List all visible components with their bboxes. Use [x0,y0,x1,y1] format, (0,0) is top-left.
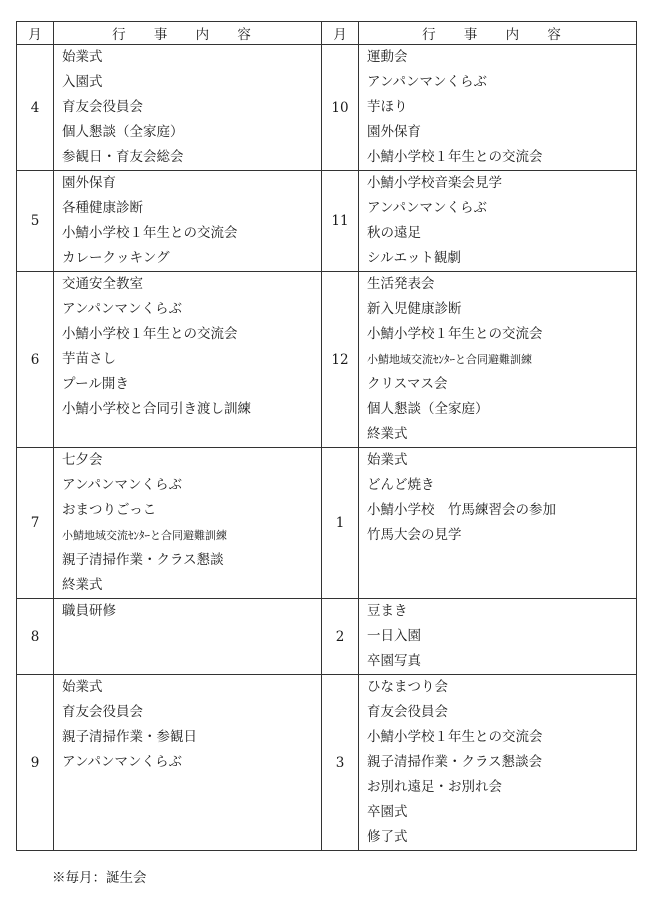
event-item: 入園式 [62,74,103,90]
event-item: 芋苗さし [62,351,116,367]
table-row [17,448,637,599]
event-item: シルエット観劇 [367,250,461,266]
event-item: クリスマス会 [367,376,448,392]
content-header-left: 行 事 内 容 [54,22,322,45]
month-cell: 8 [17,599,54,675]
event-item: どんど焼き [367,477,435,493]
event-item: 始業式 [367,452,408,468]
event-item: 始業式 [62,49,103,65]
event-item: 秋の遠足 [367,225,421,241]
event-item: 交通安全教室 [62,276,143,292]
events-cell [54,448,322,599]
event-item: 小鯖小学校 竹馬練習会の参加 [367,502,556,518]
event-item: アンパンマンくらぶ [367,200,488,216]
event-item: 個人懇談（全家庭） [367,401,489,417]
events-cell [359,599,637,675]
event-item: 育友会役員会 [62,704,143,720]
event-item: 竹馬大会の見学 [367,527,462,543]
event-item: 豆まき [367,603,408,619]
event-item: 小鯖小学校１年生との交流会 [367,729,543,745]
month-cell: 4 [17,45,54,171]
event-item: 小鯖小学校１年生との交流会 [367,149,543,165]
event-item: 親子清掃作業・クラス懇談 [62,552,224,568]
event-item: プール開き [62,376,129,392]
event-item: 小鯖地域交流ｾﾝﾀｰと合同避難訓練 [367,353,532,366]
events-cell [359,272,637,448]
month-header-right: 月 [322,22,359,45]
event-item: 園外保育 [367,124,421,140]
event-item: 小鯖小学校１年生との交流会 [62,326,238,342]
month-cell: 9 [17,675,54,851]
table-row [17,171,637,272]
events-cell [359,675,637,851]
events-cell [359,448,637,599]
event-item: 卒園写真 [367,653,421,669]
month-cell: 10 [322,45,359,171]
event-item: おまつりごっこ [62,502,157,518]
event-item: 育友会役員会 [367,704,448,720]
event-item: お別れ遠足・お別れ会 [367,779,502,795]
event-item: 親子清掃作業・参観日 [62,729,197,745]
event-item: アンパンマンくらぶ [62,477,183,493]
event-item: 終業式 [62,577,103,593]
annual-events-table [16,21,637,851]
event-item: 終業式 [367,426,408,442]
event-item: アンパンマンくらぶ [62,301,183,317]
event-item: 卒園式 [367,804,408,820]
event-item: 親子清掃作業・クラス懇談会 [367,754,543,770]
event-item: 各種健康診断 [62,200,143,216]
event-item: 小鯖小学校音楽会見学 [367,175,502,191]
month-cell: 11 [322,171,359,272]
month-cell: 1 [322,448,359,599]
events-cell [54,675,322,851]
event-item: 芋ほり [367,99,408,115]
event-item: 小鯖小学校１年生との交流会 [62,225,238,241]
events-cell [54,272,322,448]
event-item: 修了式 [367,829,408,845]
event-item: 個人懇談（全家庭） [62,124,184,140]
month-cell: 7 [17,448,54,599]
month-cell: 6 [17,272,54,448]
month-cell: 5 [17,171,54,272]
events-cell [359,45,637,171]
event-item: カレークッキング [62,250,170,266]
event-item: 新入児健康診断 [367,301,462,317]
event-item: 参観日・育友会総会 [62,149,184,165]
table-header-row [17,22,637,45]
table-row [17,675,637,851]
event-item: 育友会役員会 [62,99,143,115]
month-cell: 3 [322,675,359,851]
table-row [17,45,637,171]
event-item: 小鯖小学校と合同引き渡し訓練 [62,401,251,417]
event-item: アンパンマンくらぶ [367,74,488,90]
footnote: ※毎月：誕生会 [52,870,147,886]
table-row [17,599,637,675]
events-cell [54,45,322,171]
events-cell [54,171,322,272]
event-item: アンパンマンくらぶ [62,754,183,770]
event-item: 始業式 [62,679,103,695]
event-item: ひなまつり会 [367,679,448,695]
event-item: 運動会 [367,49,408,65]
event-item: 一日入園 [367,628,421,644]
events-cell [359,171,637,272]
month-header-left: 月 [17,22,54,45]
event-item: 小鯖小学校１年生との交流会 [367,326,543,342]
table-row [17,272,637,448]
content-header-right: 行 事 内 容 [359,22,637,45]
event-item: 小鯖地域交流ｾﾝﾀｰと合同避難訓練 [62,529,227,542]
events-cell [54,599,322,675]
event-item: 生活発表会 [367,276,435,292]
event-item: 園外保育 [62,175,116,191]
month-cell: 12 [322,272,359,448]
event-item: 職員研修 [62,603,116,619]
month-cell: 2 [322,599,359,675]
event-item: 七夕会 [62,452,103,468]
